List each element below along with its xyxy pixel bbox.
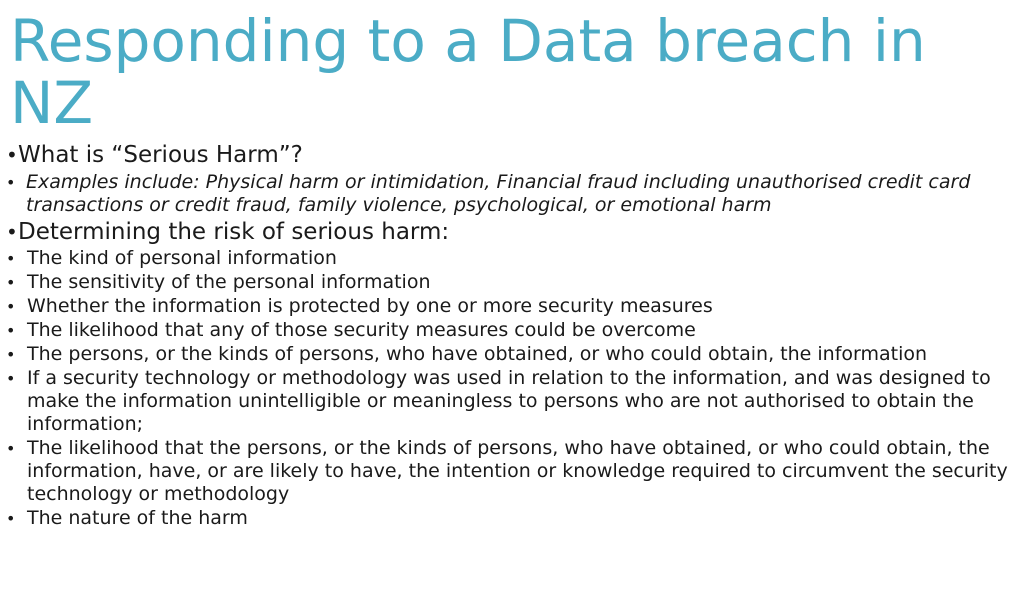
list-item-text: The likelihood that any of those security measures could be overcome (27, 319, 696, 341)
list-item (6, 295, 1016, 318)
section-heading-text: Determining the risk of serious harm: (18, 219, 450, 245)
bullet-icon: • (6, 297, 16, 316)
bullet-icon: • (6, 321, 16, 340)
section-heading-text: What is “Serious Harm”? (18, 142, 303, 168)
list-item (6, 437, 1016, 506)
bullet-icon: • (6, 345, 16, 364)
list-item (6, 367, 1016, 436)
bullet-icon: • (6, 173, 16, 192)
list-item-text: Whether the information is protected by one or more security measures (27, 295, 713, 317)
bullet-icon: • (6, 249, 16, 268)
list-item (6, 271, 1016, 294)
section-heading-risk (6, 219, 1016, 245)
list-item-examples (6, 171, 1016, 217)
list-item (6, 343, 1016, 366)
list-item-text: The kind of personal information (27, 247, 337, 269)
section-heading-serious-harm (6, 142, 1016, 168)
list-item-text: Examples include: Physical harm or intimidation, Financial fraud including unauthorised credit card transactions or credit fraud, family violence, psychological, or emotional harm (26, 171, 971, 216)
list-item (6, 507, 1016, 530)
bullet-icon: • (6, 143, 18, 167)
list-item (6, 247, 1016, 270)
bullet-icon: • (6, 369, 16, 388)
bullet-icon: • (6, 439, 16, 458)
slide-title: Responding to a Data breach in NZ (10, 7, 926, 137)
list-item-text: If a security technology or methodology was used in relation to the information, and was designed to make the information unintelligible or meaningless to persons who are not authorised to obtain the information; (27, 367, 991, 435)
list-item-text: The nature of the harm (27, 507, 248, 529)
list-item (6, 319, 1016, 342)
slide-content (6, 142, 1016, 530)
bullet-icon: • (6, 273, 16, 292)
list-item-text: The likelihood that the persons, or the kinds of persons, who have obtained, or who could obtain, the information, have, or are likely to have, the intention or knowledge required to circumvent the security technology or methodology (27, 437, 1008, 505)
bullet-icon: • (6, 220, 18, 244)
list-item-text: The sensitivity of the personal information (27, 271, 431, 293)
list-item-text: The persons, or the kinds of persons, who have obtained, or who could obtain, the information (27, 343, 928, 365)
bullet-icon: • (6, 509, 16, 528)
